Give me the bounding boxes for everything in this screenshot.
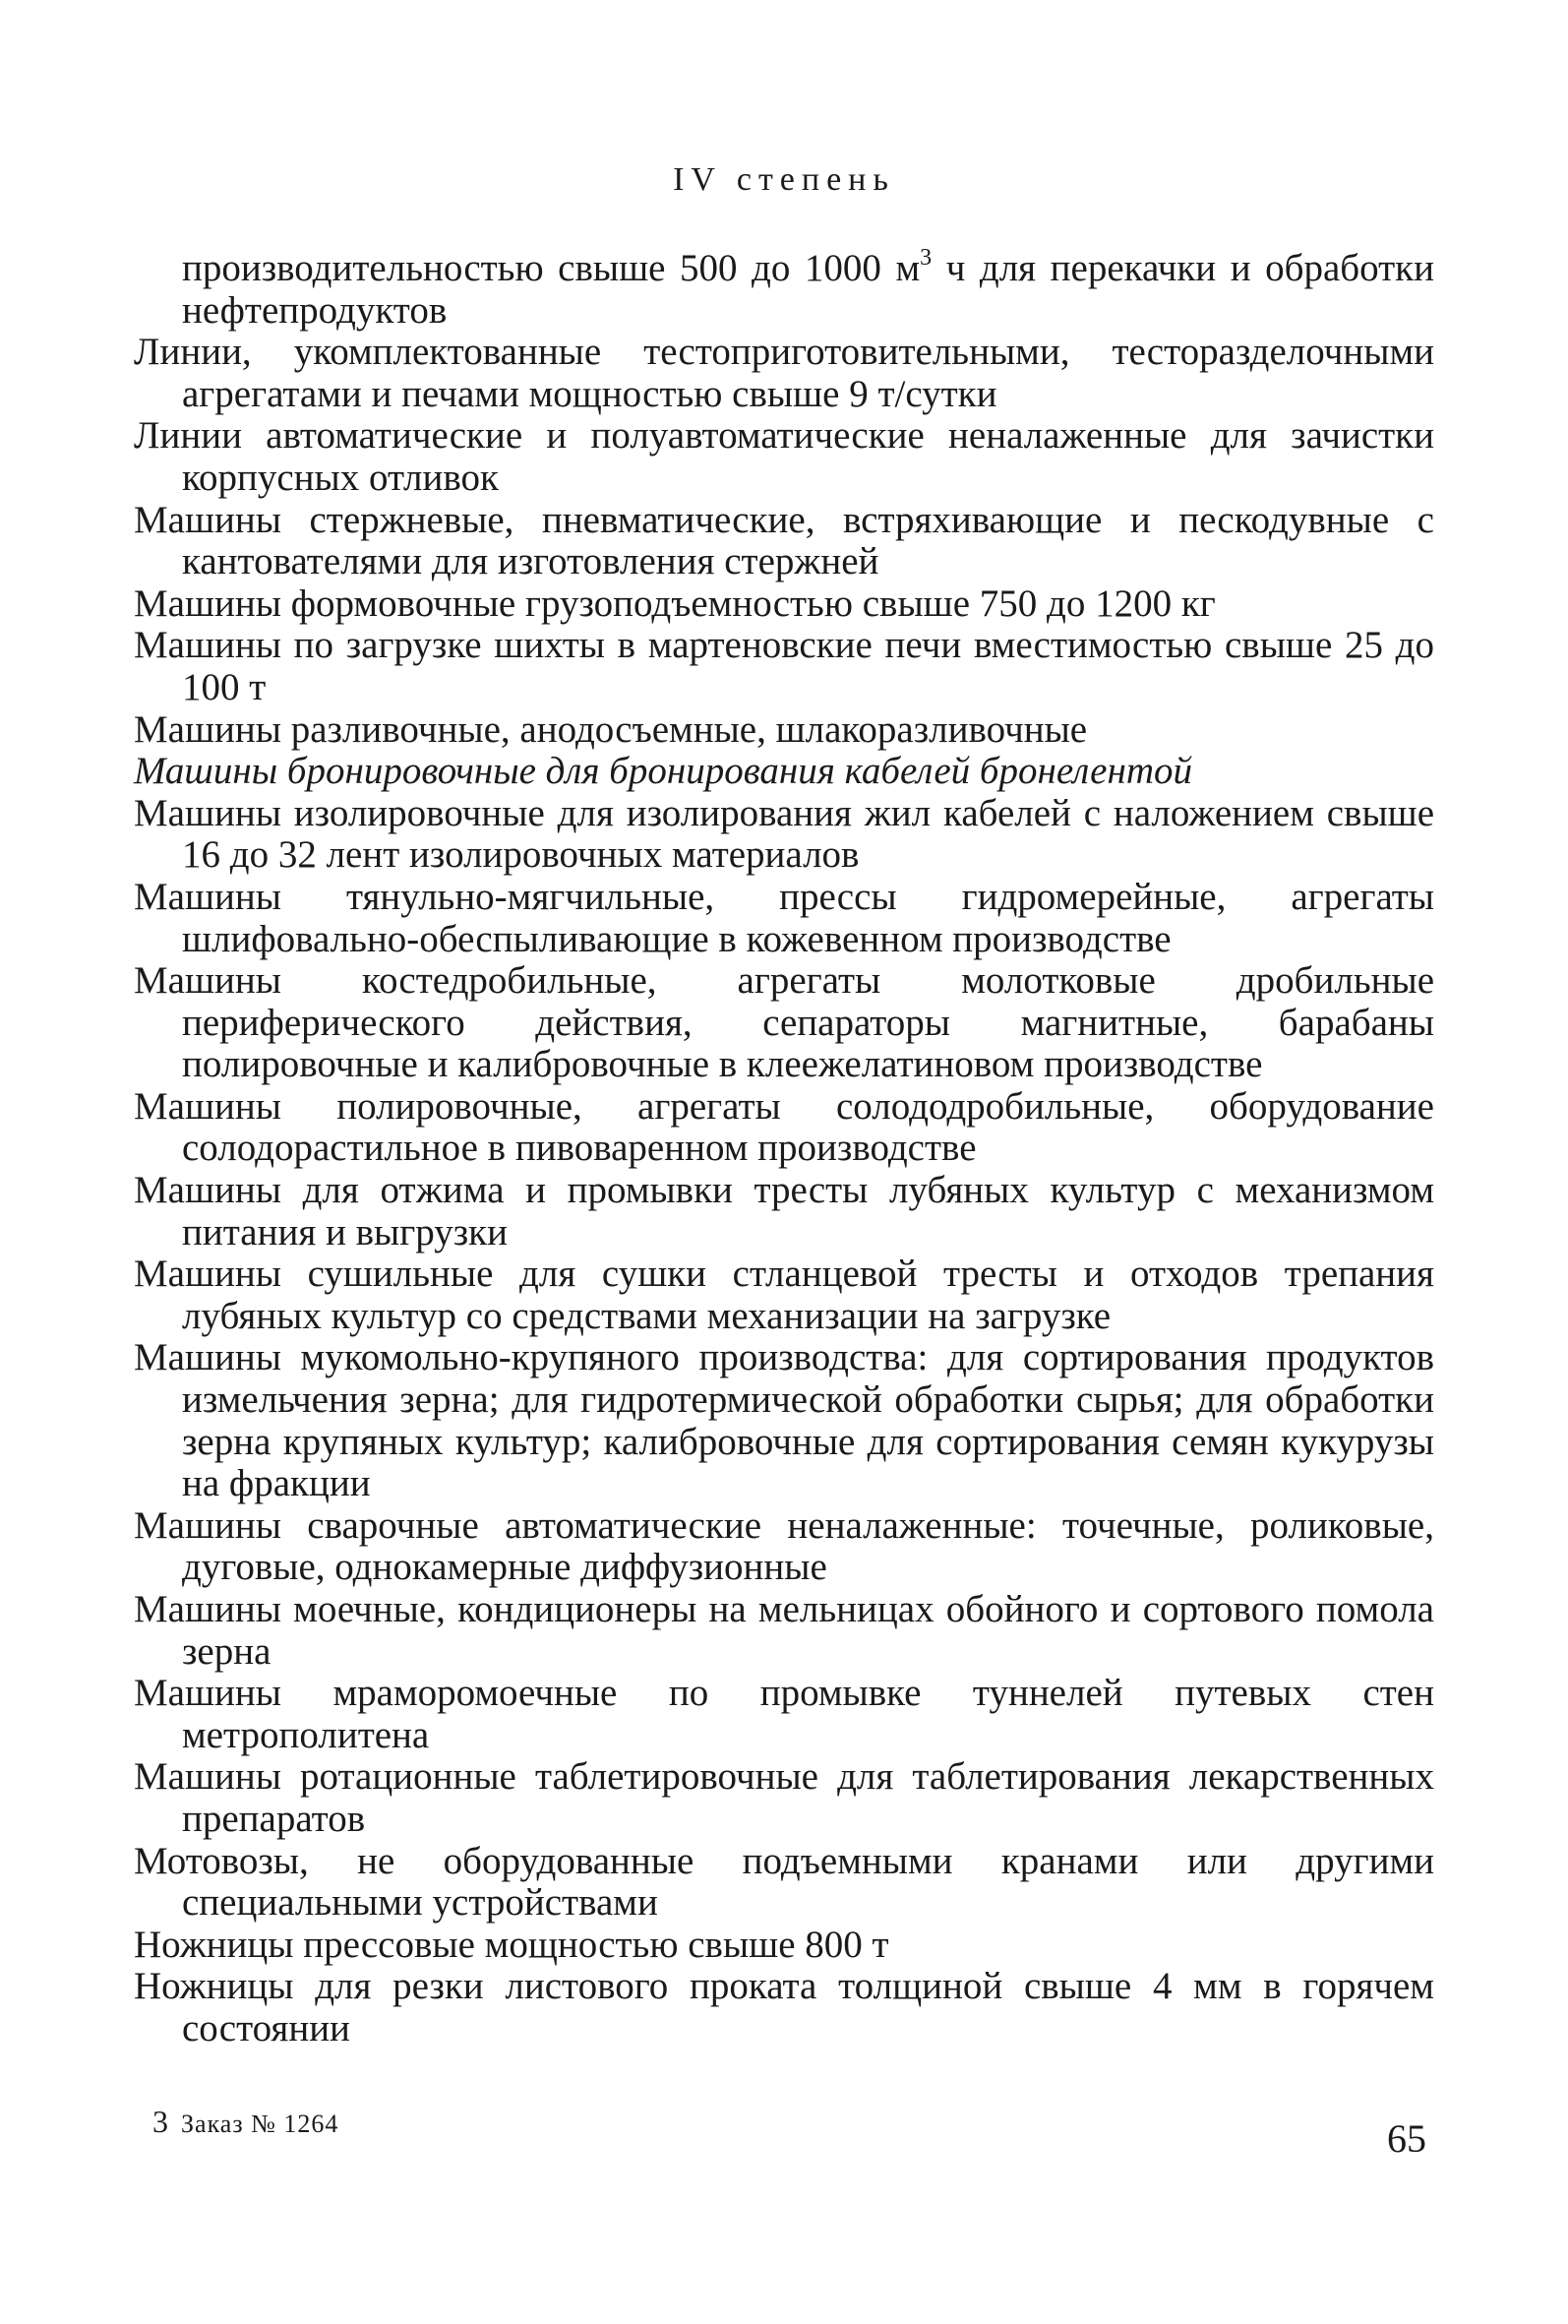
list-item: Линии автоматические и полуавтоматические неналаженные для зачистки корпусных отливок	[134, 414, 1434, 499]
list-item: Машины формовочные грузоподъемностью свыше 750 до 1200 кг	[134, 581, 1216, 625]
list-item: Машины мукомольно-крупяного производства: для сортирования продуктов измельчения зерна; для гидротермической обработки сырья; для обработки зерна крупяных культур; калибровочные для сортирования семян кукурузы на фракции	[134, 1336, 1434, 1505]
list-item: Машины бронировочные для бронирования кабелей бронелентой	[134, 750, 1193, 793]
print-signature	[152, 2104, 338, 2140]
list-item: Машины тянульно-мягчильные, прессы гидромерейные, агрегаты шлифовально-обеспыливающие в кожевенном производстве	[134, 875, 1434, 960]
equipment-list	[134, 245, 1434, 2050]
list-item: Машины по загрузке шихты в мартеновские печи вместимостью свыше 25 до 100 т	[134, 624, 1434, 708]
list-item: Машины разливочные, анодосъемные, шлакоразливочные	[134, 707, 1088, 751]
list-item: Машины полировочные, агрегаты солододробильные, оборудование солодорастильное в пивоваренном производстве	[134, 1084, 1434, 1170]
signature-number: 3	[152, 2104, 169, 2139]
list-item: Ножницы прессовые мощностью свыше 800 т	[134, 1923, 889, 1966]
page-number: 65	[1387, 2116, 1426, 2161]
entry-text-part: производительностью свыше 500 до 1000 м	[182, 247, 921, 289]
list-item-continuation	[134, 245, 1434, 332]
entry-text-part: ч для перекачки и обработки нефтепродуктов	[182, 247, 1434, 332]
list-item: Машины мраморомоечные по промывке туннелей путевых стен метрополитена	[134, 1672, 1434, 1756]
list-item: Машины для отжима и промывки тресты лубяных культур с механизмом питания и выгрузки	[134, 1169, 1434, 1254]
list-item: Линии, укомплектованные тестоприготовительными, тесторазделочными агрегатами и печами мощностью свыше 9 т/сутки	[134, 331, 1434, 415]
section-heading: IV степень	[673, 161, 895, 198]
list-item: Машины костедробильные, агрегаты молотковые дробильные периферического действия, сепараторы магнитные, барабаны полировочные и калибровочные в клеежелатиновом производстве	[134, 959, 1434, 1086]
list-item: Ножницы для резки листового проката толщиной свыше 4 мм в горячем состоянии	[134, 1965, 1434, 2049]
list-item: Машины моечные, кондиционеры на мельницах обойного и сортового помола зерна	[134, 1588, 1434, 1673]
list-item: Машины изолировочные для изолирования жил кабелей с наложением свыше 16 до 32 лент изолировочных материалов	[134, 791, 1434, 877]
list-item: Машины ротационные таблетировочные для таблетирования лекарственных препаратов	[134, 1755, 1434, 1840]
superscript-exponent: 3	[920, 245, 933, 271]
order-number: Заказ № 1264	[181, 2110, 339, 2138]
list-item: Машины сушильные для сушки стланцевой тресты и отходов трепания лубяных культур со средствами механизации на загрузке	[134, 1253, 1434, 1337]
list-item: Машины сварочные автоматические неналаженные: точечные, роликовые, дуговые, однокамерные диффузионные	[134, 1503, 1434, 1589]
list-item: Мотовозы, не оборудованные подъемными кранами или другими специальными устройствами	[134, 1839, 1434, 1925]
list-item: Машины стержневые, пневматические, встряхивающие и пескодувные с кантователями для изготовления стержней	[134, 498, 1434, 583]
